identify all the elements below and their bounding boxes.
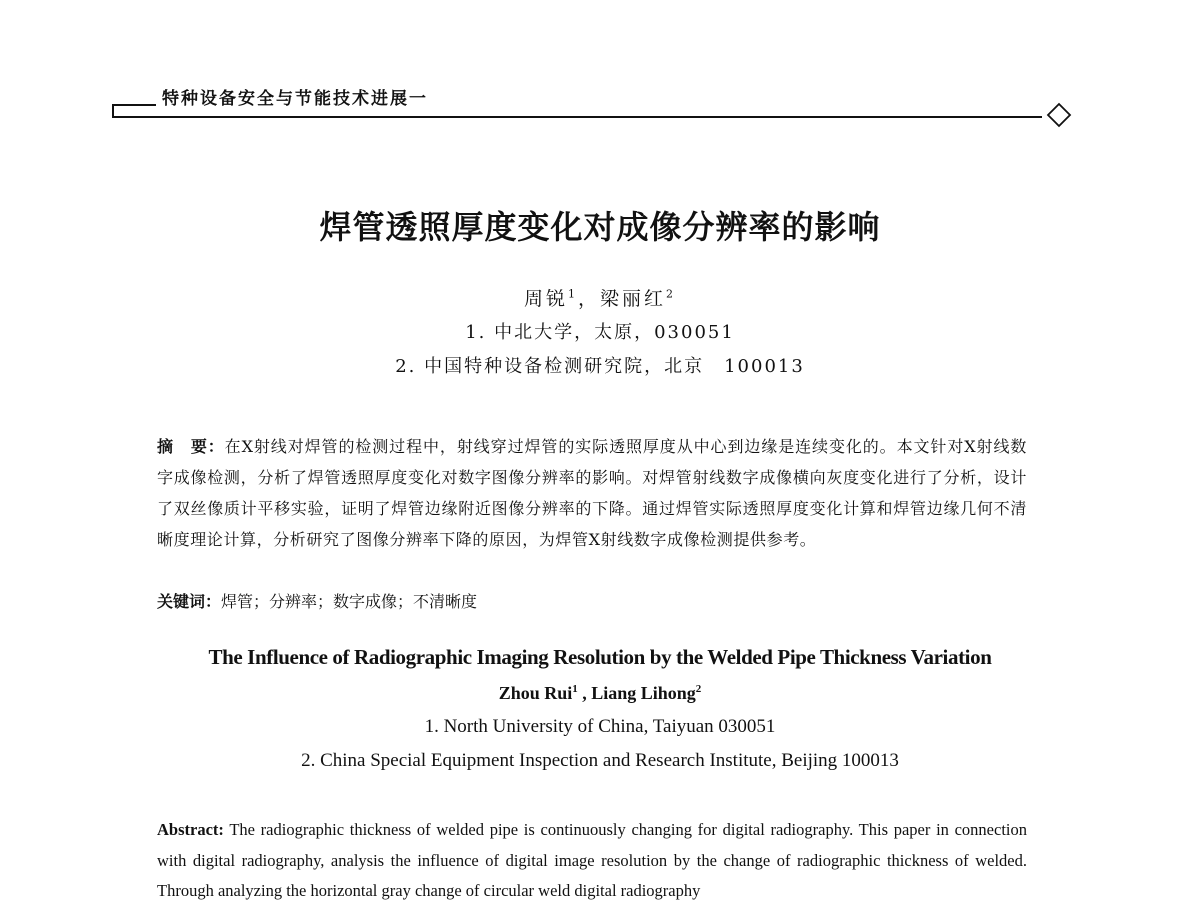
cn-keywords-label: 关键词：: [157, 592, 222, 611]
cn-keywords-text: 焊管；分辨率；数字成像；不清晰度: [221, 592, 478, 611]
running-header: 特种设备安全与节能技术进展一: [162, 89, 428, 109]
cn-abstract-text: 在X射线对焊管的检测过程中，射线穿过焊管的实际透照厚度从中心到边缘是连续变化的。本文针对X射线数字成像检测，分析了焊管透照厚度变化对数字图像分辨率的影响。对焊管射线数字成像横向灰度变化进行了分析，设计了双丝像质计平移实验，证明了焊管边缘附近图像分辨率的下降。通过焊管实际透照厚度变化计算和焊管边缘几何不清晰度理论计算，分析研究了图像分辨率下降的原因，为焊管X射线数字成像检测提供参考。: [157, 437, 1027, 549]
en-abstract: [157, 815, 1027, 907]
cn-author-2-sup: 2: [666, 287, 677, 301]
cn-affiliation-1: 1. 中北大学，太原，030051: [465, 322, 735, 343]
en-title: The Influence of Radiographic Imaging Resolution by the Welded Pipe Thickness Variation: [208, 645, 992, 669]
cn-author-separator: ，: [577, 288, 600, 310]
cn-abstract: [157, 431, 1027, 555]
en-author-1-sup: 1: [572, 683, 578, 695]
en-authors: [0, 683, 1200, 704]
cn-keywords: [157, 589, 1027, 615]
cn-author-1: 周锐: [523, 288, 568, 310]
en-author-2-sup: 2: [695, 683, 702, 695]
en-abstract-label: Abstract:: [157, 820, 224, 839]
en-affiliation-2: 2. China Special Equipment Inspection and Research Institute, Beijing 100013: [301, 750, 899, 771]
cn-abstract-label: 摘 要：: [157, 437, 225, 456]
cn-authors: [0, 284, 1200, 311]
en-affiliation-1: 1. North University of China, Taiyuan 030051: [424, 716, 776, 737]
header-rule: [112, 116, 1042, 118]
cn-author-2: 梁丽红: [600, 288, 667, 310]
en-author-separator: ,: [577, 683, 592, 703]
en-author-2: Liang Lihong: [591, 683, 696, 703]
header-rule-left-horizontal: [112, 104, 156, 106]
diamond-icon: [1046, 102, 1072, 128]
cn-author-1-sup: 1: [567, 287, 578, 301]
cn-affiliation-2: 2. 中国特种设备检测研究院，北京 100013: [395, 356, 805, 377]
en-author-1: Zhou Rui: [498, 683, 573, 703]
cn-title: 焊管透照厚度变化对成像分辨率的影响: [319, 208, 881, 246]
en-abstract-text: The radiographic thickness of welded pipe is continuously changing for digital radiography. This paper in connection with digital radiography, analysis the influence of digital image resolution by the change of radiographic thickness of welded. Through analyzing the horizontal gray change of circular weld digital radiography: [157, 820, 1027, 900]
